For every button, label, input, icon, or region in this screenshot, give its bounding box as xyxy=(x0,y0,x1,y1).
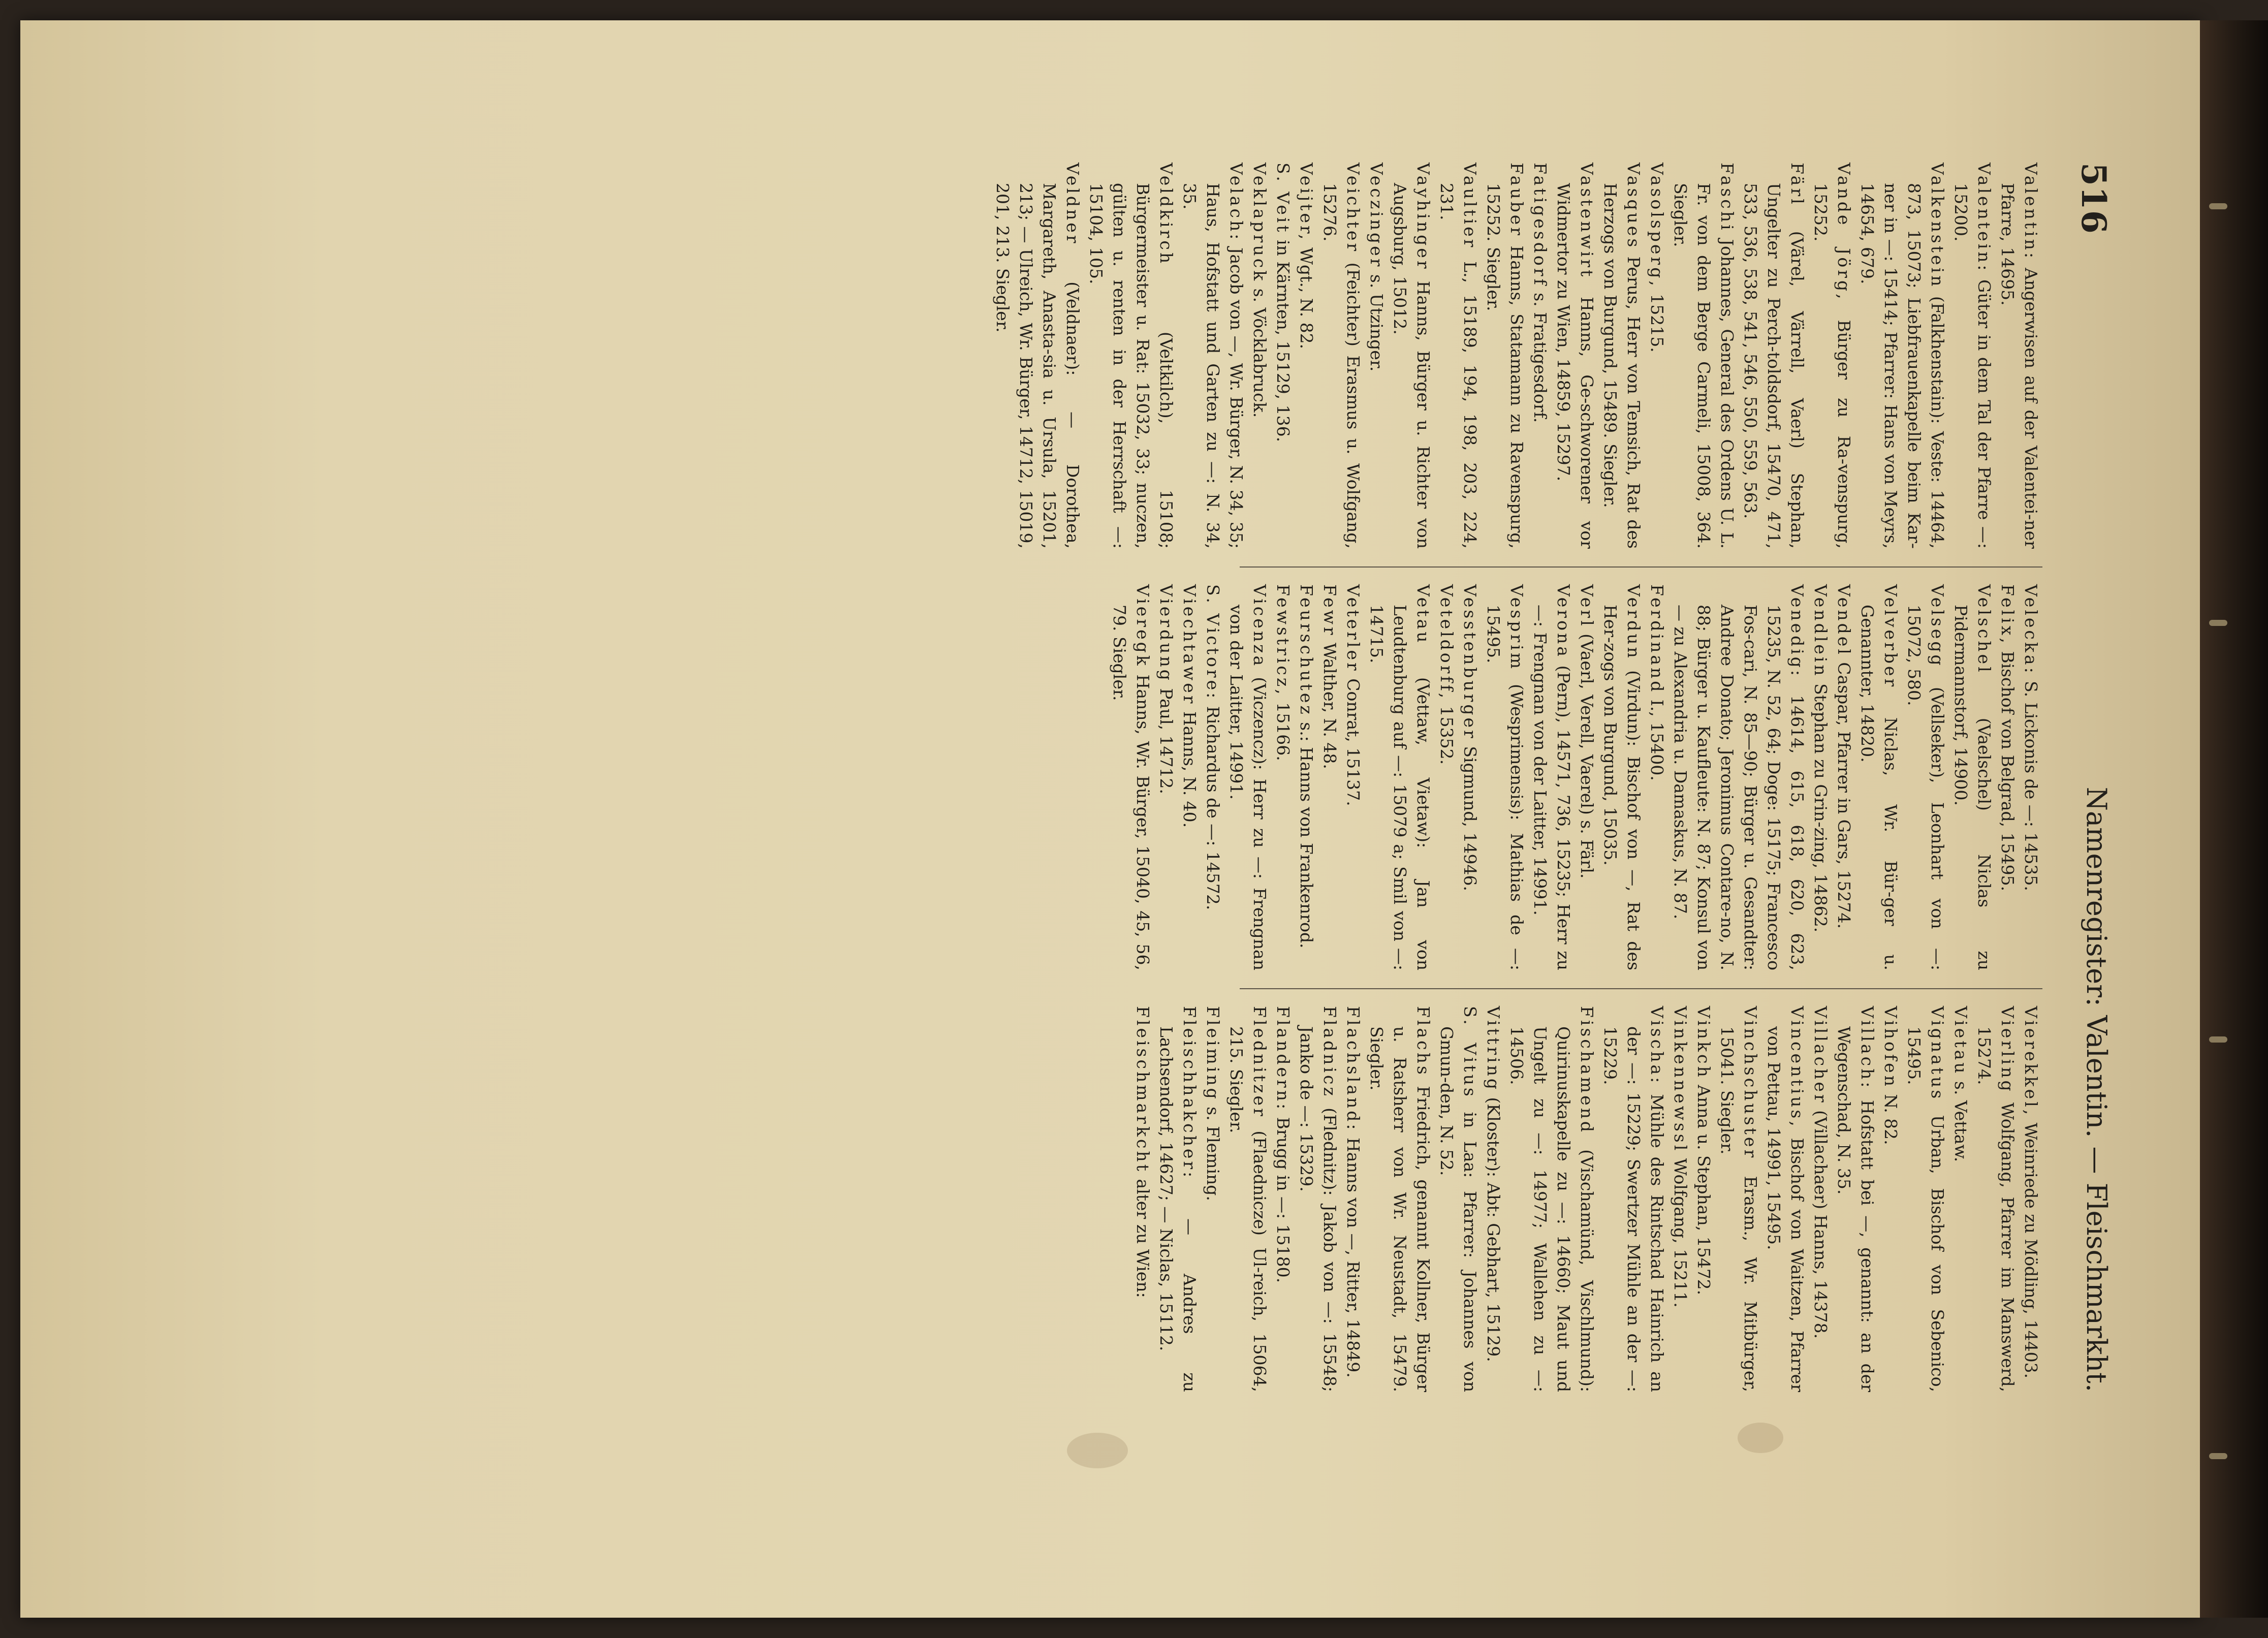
entry-lemma: Vierling xyxy=(1998,1006,2018,1094)
entry-lemma: Veklapruck xyxy=(1250,163,1270,284)
entry-lemma: Vincentius, xyxy=(1787,1006,1807,1129)
entry-text: Friedrich, genannt Kollner, Bürger u. Ratsherr von Wr. Neustadt, 15479. Siegler. xyxy=(1367,1026,1433,1392)
entry-lemma: Vasolsperg, xyxy=(1647,163,1667,289)
entry-text: Niclas, Wr. Bür-ger u. Genannter, 14820. xyxy=(1857,605,1901,970)
entry-lemma: Velecka: xyxy=(2021,584,2041,676)
index-column-3 xyxy=(163,1006,2042,1392)
page-smudge xyxy=(1738,1423,1783,1453)
book-spine xyxy=(2200,20,2268,1618)
entry-lemma: Velsegg xyxy=(1928,584,1947,668)
index-entry xyxy=(1996,584,2019,970)
entry-lemma: Veczinger xyxy=(1367,163,1387,269)
running-head: Namenregister: Valentin. — Fleischmarkht. xyxy=(2081,786,2113,1392)
entry-lemma: Fewstricz, xyxy=(1273,584,1293,697)
entry-text: Hanns, Wr. Bürger, 15040, 45, 56, 79. Siegler. xyxy=(1110,605,1153,970)
entry-text: Mühle des Rintschad Hainrich an der —: 15229; Swertzer Mühle an der —: 15229. xyxy=(1600,1026,1667,1392)
index-entry xyxy=(1201,1006,1224,1392)
entry-text: Erasm., Wr. Mitbürger, 15041. Siegler. xyxy=(1717,1026,1760,1392)
index-entry xyxy=(1668,584,1809,970)
entry-lemma: Vendel xyxy=(1834,584,1854,657)
entry-lemma: Venedig: xyxy=(1787,584,1807,679)
entry-lemma: Valkenstein xyxy=(1928,163,1947,289)
entry-text: s. Vöcklabruck. xyxy=(1250,283,1270,418)
entry-lemma: Viechtawer xyxy=(1180,584,1200,706)
index-entry xyxy=(1341,1006,1365,1392)
entry-lemma: Vierdung xyxy=(1156,584,1176,683)
entry-text: Urban, Bischof von Sebenico, 15495. xyxy=(1904,1026,1947,1392)
index-entry xyxy=(1435,1006,1482,1392)
entry-lemma: Flachsland: xyxy=(1343,1006,1363,1132)
entry-text: Paul, 14712. xyxy=(1156,682,1176,795)
entry-text: 15352. xyxy=(1437,701,1457,765)
index-entry xyxy=(1365,584,1435,970)
index-entry xyxy=(1154,1006,1201,1392)
index-entry xyxy=(991,163,1084,549)
entry-lemma: Flandern: xyxy=(1273,1006,1293,1112)
entry-text: s. Utzinger. xyxy=(1367,269,1387,372)
entry-text: Hofstatt bei —, genannt: an der Wegenschad, N. 35. xyxy=(1834,1026,1877,1392)
index-entry xyxy=(1809,1006,1832,1392)
index-entry xyxy=(1271,1006,1295,1392)
entry-text: Anna u. Stephan, 15472. xyxy=(1694,1079,1714,1296)
page-number: 516 xyxy=(2074,163,2114,234)
entry-text: 14614, 615, 618, 620, 623, 15235, N. 52, 64; Doge: 15175; Francesco Fos-cari, N. 85—90; Bürger u. Gesandter: Andree Donato; Jeronimus Contare-no, N. 88; Bürger u. Kaufleute: N. 87; Konsul von — zu Alexandria u. Damaskus, N. 87. xyxy=(1671,605,1807,970)
entry-lemma: Villach: xyxy=(1857,1006,1877,1090)
entry-text: Johannes, General des Ordens U. L. Fr. von dem Berge Carmeli, 15008, 364. Siegler. xyxy=(1671,183,1737,549)
entry-lemma: Ferdinand xyxy=(1647,584,1667,695)
entry-lemma: Villacher xyxy=(1811,1006,1831,1105)
entry-text: Hanns, Ge-schworener vor Widmertor zu Wien, 14859, 15297. xyxy=(1554,183,1597,549)
index-entry xyxy=(1598,163,1645,549)
entry-text: (Flednitz): Jakob von —: 15548; Janko de —: 15329. xyxy=(1297,1026,1340,1392)
entry-lemma: Verona xyxy=(1554,584,1573,659)
entry-text: s. Fratigesdorf. xyxy=(1530,287,1550,423)
entry-text: (Veltkilch), 15108; Bürgermeister u. Rat: 15032, 33; nuczen, gülten u. renten in der Herrschaft —: 15104, 105. xyxy=(1086,183,1176,549)
entry-text: Hanns von —, Ritter, 14849. xyxy=(1343,1132,1363,1378)
entry-text: in Kärnten, 15129, 136. xyxy=(1273,234,1293,443)
index-entry xyxy=(1528,163,1552,549)
index-entry xyxy=(1201,584,1224,970)
index-entry xyxy=(1855,584,1902,970)
index-column-2 xyxy=(163,584,2042,970)
index-entry xyxy=(1131,1006,1154,1392)
entry-lemma: Vinkennewssl xyxy=(1671,1006,1690,1153)
index-entry xyxy=(1645,584,1668,970)
index-entry xyxy=(1248,163,1271,549)
entry-lemma: S. Vitus xyxy=(1460,1006,1480,1099)
spine-stitch xyxy=(2209,203,2227,209)
entry-lemma: Valentein: xyxy=(1974,163,1994,273)
entry-text: Wolfgang, 15211. xyxy=(1671,1153,1690,1308)
index-entry xyxy=(1435,163,1482,549)
entry-text: Wgt., N. 82. xyxy=(1297,242,1316,350)
entry-text: Bischof von Belgrad, 15495. xyxy=(1998,645,2018,892)
entry-text: Angerwisen auf der Valentei-ner Pfarre, 14695. xyxy=(1998,183,2041,549)
index-entry xyxy=(1832,1006,1879,1392)
index-entry xyxy=(1295,1006,1341,1392)
entry-text: (Falkhenstain): Veste: 14464, 873, 15073; Liebfrauenkapelle beim Kar-ner in —: 15414; Pfarrer: Hans von Meyrs, 14654, 679. xyxy=(1857,183,1947,549)
index-entry xyxy=(1809,584,1832,970)
entry-lemma: Vinchschuster xyxy=(1741,1006,1760,1160)
entry-text: (Kloster): Abt: Gebhart, 15129. xyxy=(1484,1092,1503,1362)
index-entry xyxy=(1365,163,1388,549)
index-entry xyxy=(1528,584,1575,970)
index-entry xyxy=(1505,1006,1598,1392)
page-smudge xyxy=(1067,1433,1128,1468)
index-entry xyxy=(1318,584,1341,970)
entry-lemma: Veteldorff, xyxy=(1437,584,1457,701)
entry-lemma: Vesstenburger xyxy=(1460,584,1480,741)
index-entry xyxy=(1458,584,1482,970)
entry-lemma: Veijter, xyxy=(1297,163,1316,242)
entry-lemma: Färl xyxy=(1787,163,1807,207)
entry-text: (Pern), 14571, 736, 15235; Herr zu —: Frengnan von der Laitter, 14991. xyxy=(1530,605,1573,970)
entry-lemma: Fleischhakcher: xyxy=(1180,1006,1200,1180)
entry-text: s. Vettaw. xyxy=(1951,1076,1971,1162)
entry-text: s. Fleming. xyxy=(1203,1101,1223,1201)
entry-text: Jacob von —, Wr. Bürger, N. 34, 35; Haus, Hofstatt und Garten zu —: N. 34, 35. xyxy=(1180,183,1246,549)
entry-lemma: Vinkch xyxy=(1694,1006,1714,1080)
index-entry xyxy=(1645,163,1668,549)
index-entry xyxy=(1178,584,1201,970)
spine-stitch xyxy=(2209,620,2227,626)
entry-text: alter zu Wien: xyxy=(1133,1173,1153,1298)
entry-lemma: Velach: xyxy=(1226,163,1246,242)
entry-lemma: Flednitzer xyxy=(1250,1006,1270,1119)
index-entry xyxy=(1715,1006,1762,1392)
index-columns xyxy=(163,163,2042,1392)
column-divider xyxy=(1240,988,2042,989)
entry-lemma: Vande Jörg, xyxy=(1834,163,1854,302)
index-entry xyxy=(1739,163,1809,549)
entry-text: Hanns, Statamann zu Ravenspurg, 15252. Siegler. xyxy=(1484,183,1527,549)
index-entry xyxy=(1575,584,1598,970)
entry-lemma: Fauber xyxy=(1507,163,1527,238)
entry-lemma: Vetau xyxy=(1413,584,1433,645)
entry-text: — Andres zu Lachsendorf, 14627; — Niclas, 15112. xyxy=(1156,1026,1200,1392)
entry-lemma: Veterler xyxy=(1343,584,1363,673)
index-entry xyxy=(1879,1006,1902,1392)
entry-text: (Vaerl, Verell, Vaerel) s. Färl. xyxy=(1577,628,1597,879)
entry-lemma: Vendlein xyxy=(1811,584,1831,678)
index-entry xyxy=(1388,163,1435,549)
entry-text: (Virdun): Bischof von —, Rat des Her-zogs von Burgund, 15035. xyxy=(1600,605,1644,970)
entry-text: Sigmund, 14946. xyxy=(1460,740,1480,891)
entry-lemma: S. Veit xyxy=(1273,163,1293,235)
entry-lemma: Velschel xyxy=(1974,584,1994,675)
index-entry xyxy=(1271,584,1295,970)
entry-text: 15166. xyxy=(1273,697,1293,761)
entry-text: Hanns, N. 40. xyxy=(1180,706,1200,828)
index-entry xyxy=(1154,584,1178,970)
entry-text: (Vaelschel) Niclas zu Pidermannstorf, 14900. xyxy=(1951,605,1994,970)
index-entry xyxy=(1832,584,1855,970)
entry-text: I., 15400. xyxy=(1647,694,1667,781)
entry-lemma: Vaultier xyxy=(1460,163,1480,250)
index-entry xyxy=(1365,1006,1435,1392)
entry-lemma: Vastenwirt xyxy=(1577,163,1597,279)
entry-text: (Vellseker), Leonhart von —: 15072, 580. xyxy=(1904,605,1947,970)
index-entry xyxy=(1949,584,1996,970)
index-entry xyxy=(1668,1006,1692,1392)
index-entry xyxy=(1482,163,1528,549)
index-entry xyxy=(1318,163,1365,549)
index-entry xyxy=(1855,163,1949,549)
entry-lemma: Verl xyxy=(1577,584,1597,628)
entry-lemma: Vasques xyxy=(1624,163,1644,250)
entry-lemma: Feurschutez xyxy=(1297,584,1316,717)
index-entry xyxy=(1762,1006,1809,1392)
entry-lemma: Fischamend xyxy=(1577,1006,1597,1135)
entry-text: Stephan zu Grin-zing, 14862. xyxy=(1811,678,1831,933)
entry-text: Richardus de —: 14572. xyxy=(1203,701,1223,910)
index-entry xyxy=(1972,1006,2019,1392)
index-entry xyxy=(1295,163,1318,549)
entry-lemma: Vihofen xyxy=(1881,1006,1901,1089)
entry-lemma: S. Victore: xyxy=(1203,584,1223,701)
index-entry xyxy=(1295,584,1318,970)
entry-text: Hanns, Bürger u. Richter von Augsburg, 15012. xyxy=(1390,183,1433,549)
entry-lemma: Faschi xyxy=(1717,163,1737,233)
spine-stitch xyxy=(2209,1036,2227,1043)
index-entry xyxy=(1552,163,1598,549)
entry-text: Wolfgang, Pfarrer im Manswerd, 15274. xyxy=(1974,1026,2018,1392)
index-entry xyxy=(1598,1006,1668,1392)
entry-lemma: Vittring xyxy=(1484,1006,1503,1092)
index-entry xyxy=(1224,1006,1271,1392)
entry-lemma: Veichter xyxy=(1343,163,1363,254)
entry-text: L., 15189, 194, 198, 203, 224, 231. xyxy=(1437,183,1480,549)
page-header xyxy=(2058,163,2119,1392)
entry-text: Weinriede zu Mödling, 14403. xyxy=(2021,1117,2041,1379)
entry-lemma: Vierekkel, xyxy=(2021,1006,2041,1118)
index-entry xyxy=(2019,584,2042,970)
index-entry xyxy=(1949,1006,1972,1392)
index-entry xyxy=(1224,584,1271,970)
entry-text: (Wesprimensis): Mathias de —: 15495. xyxy=(1484,605,1527,970)
index-entry xyxy=(1108,584,1154,970)
entry-lemma: Fatigesdorf xyxy=(1530,163,1550,288)
index-entry xyxy=(1482,1006,1505,1392)
index-entry xyxy=(1178,163,1248,549)
entry-text: Conrat, 15137. xyxy=(1343,673,1363,806)
entry-text: Caspar, Pfarrer in Gars, 15274. xyxy=(1834,656,1854,929)
index-entry xyxy=(1271,163,1295,549)
column-divider xyxy=(1240,566,2042,568)
index-entry xyxy=(1692,1006,1715,1392)
entry-lemma: Verdun xyxy=(1624,584,1644,660)
entry-lemma: Flachs xyxy=(1413,1006,1433,1077)
index-entry xyxy=(1668,163,1739,549)
index-column-1 xyxy=(163,163,2042,549)
entry-lemma: Felix, xyxy=(1998,584,2018,646)
entry-text: in Laa: Pfarrer: Johannes von Gmun-den, N. 52. xyxy=(1437,1026,1480,1392)
entry-lemma: Vieregk xyxy=(1133,584,1153,668)
index-entry xyxy=(1435,584,1458,970)
entry-text: (Villachaer) Hanns, 14378. xyxy=(1811,1105,1831,1339)
entry-lemma: Valentin: xyxy=(2021,163,2041,261)
index-entry xyxy=(1341,584,1365,970)
entry-text: (Viczencz): Herr zu —: Frengnan von der Laitter, 14991. xyxy=(1226,605,1270,970)
entry-lemma: Vignatus xyxy=(1928,1006,1947,1101)
entry-text: Güter in dem Tal der Pfarre —: 15200. xyxy=(1951,183,1994,549)
entry-text: (Feichter) Erasmus u. Wolfgang, 15276. xyxy=(1320,183,1363,549)
entry-text: (Veldnaer): — Dorothea, Margareth, Anasta-sia u. Ursula, 15201, 213; — Ulreich, Wr. Bürger, 14712, 15019, 201, 213. Siegler. xyxy=(993,183,1083,549)
entry-text: (Flaednicze) Ul-reich, 15064, 215. Siegler. xyxy=(1226,1026,1270,1392)
entry-lemma: Veldkirch xyxy=(1156,163,1176,266)
entry-text: Bischof von Waitzen, Pfarrer von Pettau, 14991, 15495. xyxy=(1764,1026,1807,1392)
entry-text: (Värel, Värrell, Vaerl) Stephan, Ungelter zu Perch-toldsdorf, 15470, 471, 533, 536, 538, 541, 546, 550, 559, 563. xyxy=(1741,183,1807,549)
index-entry xyxy=(2019,1006,2042,1392)
index-entry xyxy=(1598,584,1645,970)
index-entry xyxy=(1902,584,1949,970)
entry-lemma: Vicenza xyxy=(1250,584,1270,669)
entry-lemma: Fewr xyxy=(1320,584,1340,638)
entry-lemma: Velverber xyxy=(1881,584,1901,689)
entry-text: N. 82. xyxy=(1881,1088,1901,1145)
entry-text: Perus, Herr von Temsich, Rat des Herzogs von Burgund, 15489. Siegler. xyxy=(1600,183,1644,549)
entry-lemma: Fladnicz xyxy=(1320,1006,1340,1098)
index-entry xyxy=(1084,163,1178,549)
entry-lemma: Vesprim xyxy=(1507,584,1527,672)
entry-lemma: Fleischmarkcht xyxy=(1133,1006,1153,1174)
entry-lemma: Vayhinger xyxy=(1413,163,1433,271)
rotated-text-block xyxy=(137,163,2119,1392)
entry-text: Bürger zu Ra-venspurg, 15252. xyxy=(1811,183,1854,549)
index-entry xyxy=(1809,163,1855,549)
entry-lemma: Vietau xyxy=(1951,1006,1971,1076)
entry-lemma: Vischa: xyxy=(1647,1006,1667,1086)
spine-stitch xyxy=(2209,1453,2227,1459)
entry-text: Walther, N. 48. xyxy=(1320,637,1340,769)
entry-text: (Vischamünd, Vischlmund): Quirinuskapelle zu —: 14660; Maut und Ungelt zu —: 14977; Wallehen zu —: 14506. xyxy=(1507,1026,1597,1392)
index-entry xyxy=(1996,163,2042,549)
index-entry xyxy=(1902,1006,1949,1392)
index-entry xyxy=(1482,584,1528,970)
entry-lemma: Veldner xyxy=(1063,163,1083,246)
entry-text: 15215. xyxy=(1647,288,1667,353)
entry-text: S. Lickonis de —: 14535. xyxy=(2021,675,2041,891)
entry-text: s.: Hanns von Frankenrod. xyxy=(1297,716,1316,949)
entry-text: (Vettaw, Vietaw): Jan von Leudtenburg auf —: 15079 a; Smil von —: 14715. xyxy=(1367,605,1433,970)
entry-text: Brugg in —: 15180. xyxy=(1273,1112,1293,1283)
index-entry xyxy=(1949,163,1996,549)
entry-lemma: Fleiming xyxy=(1203,1006,1223,1101)
